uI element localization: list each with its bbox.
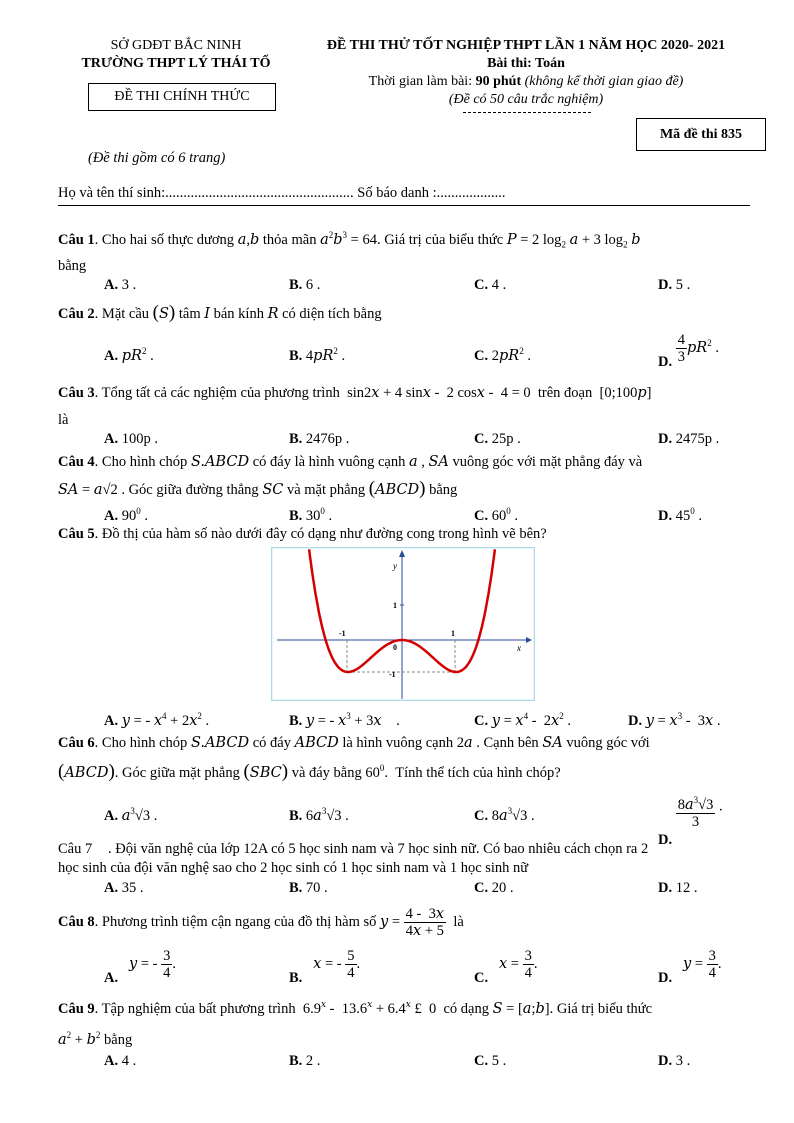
question-1: Câu 1. Cho hai số thực dương a,b thỏa mãn $a^2b^3 = 64$. Giá trị của biểu thức P = 2 $\log_2 a + 3$ $\log_2 b$ xyxy=(58,230,641,250)
q1-option-a[interactable]: A. 3 . xyxy=(104,277,137,293)
q5-option-a[interactable]: A. y = - $x^4 + 2x^2$ . xyxy=(104,711,210,729)
q3-option-c[interactable]: C. 25p . xyxy=(474,431,521,447)
tick-x-neg-label: -1 xyxy=(339,629,346,638)
q4-option-b[interactable]: B. $30^0$ . xyxy=(289,506,333,524)
q6-option-b[interactable]: B. $6a^3√3$ . xyxy=(289,806,349,824)
question-4-cont: SA = a√2 . Góc giữa đường thẳng SC và mặt phẳng (ABCD) bằng xyxy=(58,478,458,499)
q5-option-c[interactable]: C. $y = x^4 - 2x^2$ . xyxy=(474,711,571,729)
header-divider xyxy=(463,112,591,113)
q4-option-a[interactable]: A. $90^0$ . xyxy=(104,506,148,524)
question-4: Câu 4. Cho hình chóp S.ABCD có đáy là hình vuông cạnh a , SA vuông góc với mặt phẳng đáy và xyxy=(58,454,643,470)
function-graph xyxy=(271,547,535,701)
exam-code-box xyxy=(636,118,766,151)
official-label: ĐỀ THI CHÍNH THỨC xyxy=(114,89,250,104)
q9-option-b[interactable]: B. 2 . xyxy=(289,1053,321,1069)
question-7-text: . Đội văn nghệ của lớp 12A có 5 học sinh nam và 7 học sinh nữ. Có bao nhiêu cách chọn ra 2 xyxy=(108,841,649,857)
tick-x-pos-label: 1 xyxy=(451,629,455,638)
q9-option-c[interactable]: C. 5 . xyxy=(474,1053,507,1069)
q5-option-d[interactable]: D. $y = x^3 - 3x$ . xyxy=(628,711,721,729)
question-3-cont: là xyxy=(58,412,69,428)
question-7-cont: học sinh của đội văn nghệ sao cho 2 học sinh có 1 học sinh nam và 1 học sinh nữ xyxy=(58,860,529,876)
question-1-cont: bằng xyxy=(58,258,87,274)
q3-option-a[interactable]: A. 100p . xyxy=(104,431,158,447)
department-name: SỞ GDĐT BẮC NINH xyxy=(110,38,242,53)
q4-option-d[interactable]: D. $45^0$ . xyxy=(658,506,702,524)
q3-option-d[interactable]: D. 2475p . xyxy=(658,431,720,447)
question-5: Câu 5. Đồ thị của hàm số nào dưới đây có dạng như đường cong trong hình vẽ bên? xyxy=(58,526,547,542)
q7-option-d[interactable]: D. 12 . xyxy=(658,880,698,896)
question-3: Câu 3. Tổng tất cả các nghiệm của phương trình sin2x + 4 sinx - 2 cosx - 4 = 0 trên đoạn [0;100p] xyxy=(58,385,652,401)
question-label: Câu 1 xyxy=(58,231,95,248)
q7-option-a[interactable]: A. 35 . xyxy=(104,880,144,896)
page-count: (Đề thi gồm có 6 trang) xyxy=(88,150,226,166)
official-box xyxy=(88,83,276,111)
q2-option-d[interactable]: D. $\frac{4}{3}$ $pR^2$ . xyxy=(658,332,719,370)
x-axis-label: x xyxy=(517,643,521,653)
q7-option-b[interactable]: B. 70 . xyxy=(289,880,328,896)
time-prefix: Thời gian làm bài: xyxy=(368,74,476,89)
q1-option-b[interactable]: B. 6 . xyxy=(289,277,321,293)
q6-option-d[interactable]: D. $\frac{8a^3√3}{3}$ . xyxy=(658,788,723,826)
question-9: Câu 9. Tập nghiệm của bất phương trình $6.9^x - 13.6^x + 6.4^x$ £ 0 có dạng S = [a;b]. Giá trị biểu thức xyxy=(58,1000,653,1017)
q1-option-d[interactable]: D. 5 . xyxy=(658,277,691,293)
exam-title: ĐỀ THI THỬ TỐT NGHIỆP THPT LẦN 1 NĂM HỌC 2020- 2021 xyxy=(326,38,726,53)
q8-option-d[interactable]: D. y = $\frac{3}{4}$ . xyxy=(658,948,722,986)
q8-option-b[interactable]: B. x = - $\frac{5}{4}$ . xyxy=(289,948,361,986)
exam-time xyxy=(296,74,756,90)
q2-option-a[interactable]: A. $pR^2$ . xyxy=(104,346,154,364)
q3-option-b[interactable]: B. 2476p . xyxy=(289,431,350,447)
q4-option-c[interactable]: C. $60^0$ . xyxy=(474,506,518,524)
tick-y-pos-label: 1 xyxy=(393,601,397,610)
question-9-cont: $a^2 + b^2$ bằng xyxy=(58,1030,133,1048)
y-axis-label: y xyxy=(393,561,397,571)
time-value: 90 phút xyxy=(475,74,522,89)
q5-option-b[interactable]: B. y = - $x^3 + 3x$ . xyxy=(289,711,400,729)
q6-option-a[interactable]: A. $a^3√3$ . xyxy=(104,806,158,824)
question-6-cont: (ABCD). Góc giữa mặt phẳng (SBC) và đáy bằng $60^0$. Tính thể tích của hình chóp? xyxy=(58,761,561,782)
q1-option-c[interactable]: C. 4 . xyxy=(474,277,507,293)
question-count: (Đề có 50 câu trắc nghiệm) xyxy=(448,92,604,107)
q7-option-c[interactable]: C. 20 . xyxy=(474,880,514,896)
q2-option-c[interactable]: C. $2pR^2$ . xyxy=(474,346,531,364)
question-7: Câu 7 xyxy=(58,841,93,857)
q6-option-c[interactable]: C. $8a^3√3$ . xyxy=(474,806,535,824)
question-8: Câu 8. Phương trình tiệm cận ngang của đồ thị hàm số y = $\frac{4 - 3x}{4x + 5}$ là xyxy=(58,906,464,939)
exam-code: Mã đề thi 835 xyxy=(659,127,743,142)
origin-label: 0 xyxy=(393,643,397,652)
school-name: TRƯỜNG THPT LÝ THÁI TỔ xyxy=(81,56,271,71)
q9-option-d[interactable]: D. 3 . xyxy=(658,1053,691,1069)
candidate-rule xyxy=(58,205,750,206)
candidate-line: Họ và tên thí sinh:.................................................... Số báo danh :................... xyxy=(58,185,506,201)
question-6: Câu 6. Cho hình chóp S.ABCD có đáy ABCD là hình vuông cạnh 2a . Cạnh bên SA vuông góc với xyxy=(58,735,650,751)
q8-option-a[interactable]: A. y = - $\frac{3}{4}$ . xyxy=(104,948,176,986)
question-2: Câu 2. Mặt cầu (S) tâm I bán kính R có diện tích bằng xyxy=(58,302,382,323)
time-note: (không kể thời gian giao đề) xyxy=(521,74,684,89)
exam-subject: Bài thi: Toán xyxy=(487,56,565,71)
tick-y-neg-label: -1 xyxy=(389,670,396,679)
q2-option-b[interactable]: B. $4pR^2$ . xyxy=(289,346,346,364)
q8-option-c[interactable]: C. x = $\frac{3}{4}$ . xyxy=(474,948,538,986)
q9-option-a[interactable]: A. 4 . xyxy=(104,1053,137,1069)
